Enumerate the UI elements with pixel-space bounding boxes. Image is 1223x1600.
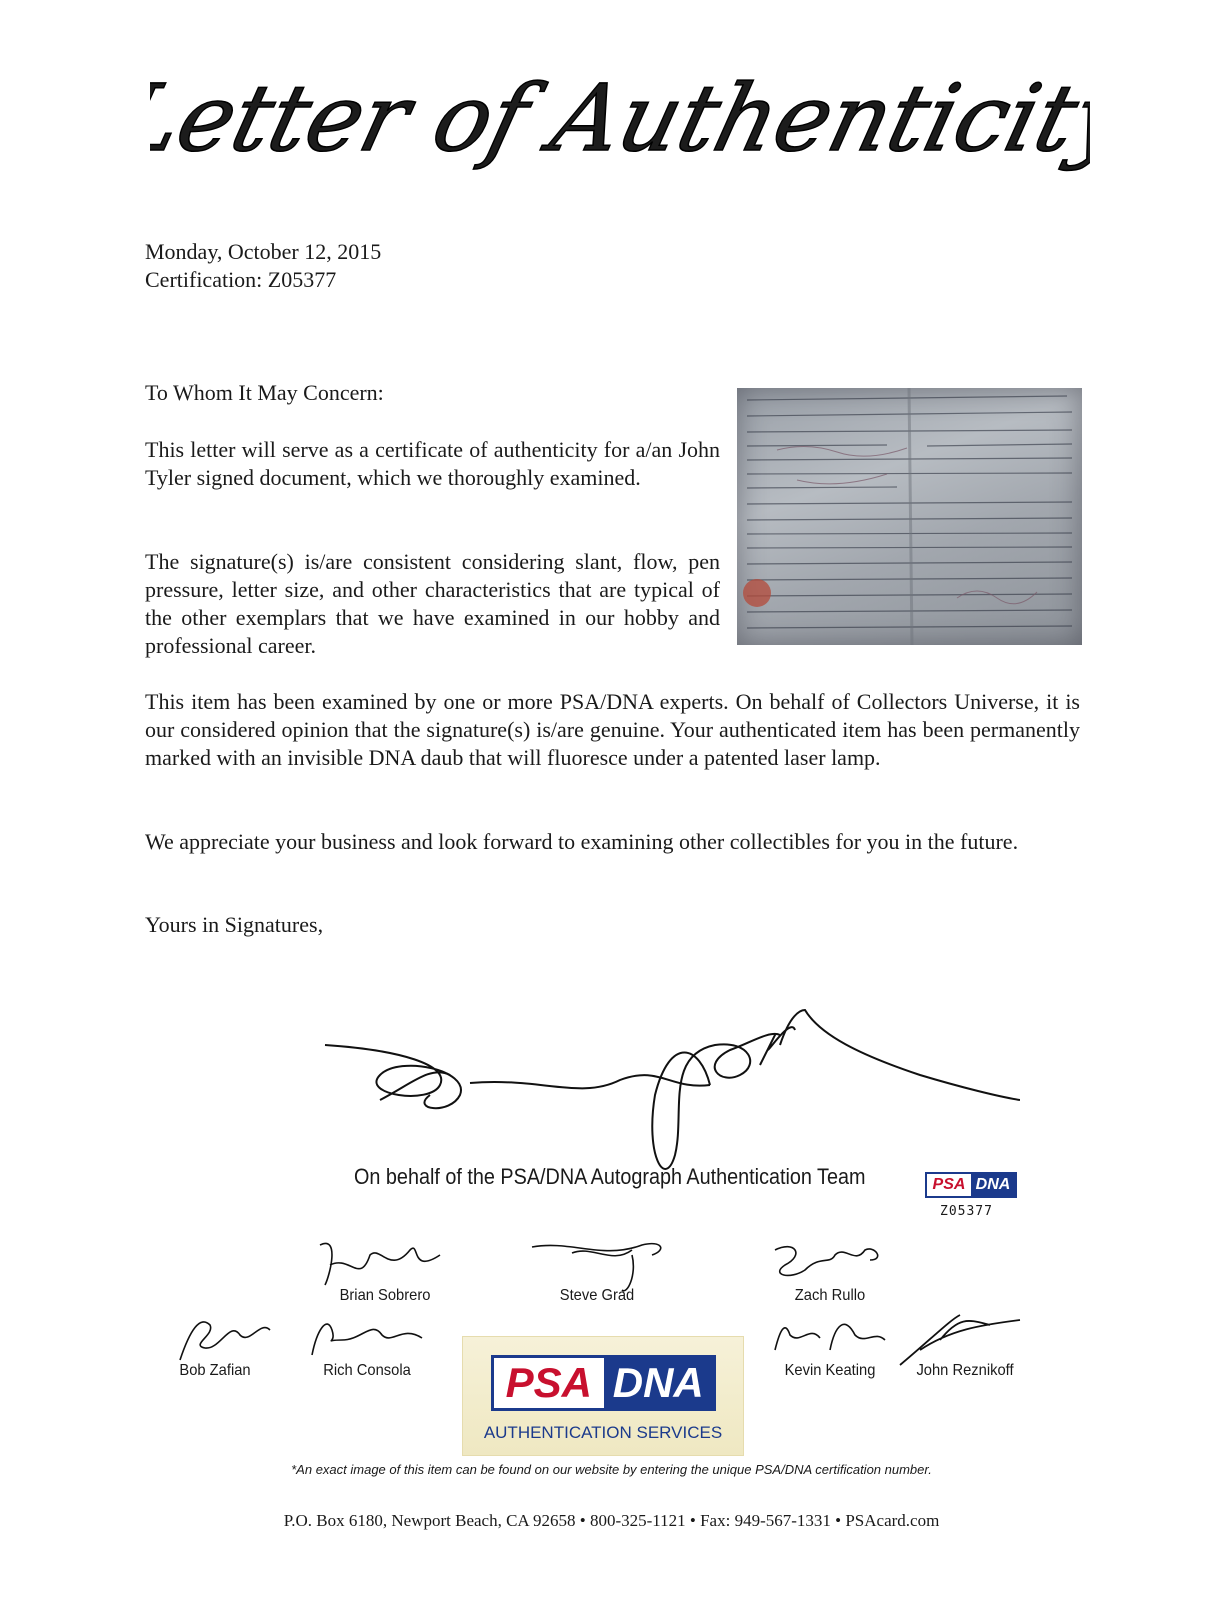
psa-dna-emblem: [462, 1336, 744, 1456]
signer-name: Zach Rullo: [794, 1287, 866, 1304]
disclaimer: *An exact image of this item can be found on our website by entering the unique PSA/DNA certification number.: [291, 1462, 932, 1477]
small-cert-number: Z05377: [940, 1204, 993, 1219]
signer-steve-grad: [512, 1235, 682, 1315]
small-logo-dna: DNA: [971, 1174, 1015, 1196]
footer-address: P.O. Box 6180, Newport Beach, CA 92658 • 800-325-1121 • Fax: 949-567-1331 • PSAcard.com: [283, 1511, 940, 1530]
letter-date: Monday, October 12, 2015: [145, 239, 382, 264]
letter-title: [150, 50, 1090, 200]
signer-name: Steve Grad: [559, 1287, 635, 1304]
paragraph-expert-opinion: This item has been examined by one or more PSA/DNA experts. On behalf of Collectors Universe, it is our considered opinion that the signature(s) is/are genuine. Your authenticated item has been permanently marked with an invisible DNA daub that will fluoresce under a patented laser lamp.: [145, 689, 1080, 770]
psa-dna-small-logo: [925, 1172, 1017, 1198]
paragraph-signature-analysis: The signature(s) is/are consistent considering slant, flow, pen pressure, letter size, and other characteristics that are typical of the other exemplars that we have examined in our hobby and professional career.: [145, 549, 720, 658]
signer-john-reznikoff: [880, 1310, 1050, 1390]
paragraph-certificate: This letter will serve as a certificate of authenticity for a/an John Tyler signed document, which we thoroughly examined.: [145, 437, 720, 490]
signer-bob-zafian: [130, 1310, 300, 1390]
signer-rich-consola: [282, 1310, 452, 1390]
psa-dna-logo: [491, 1355, 716, 1411]
team-line: On behalf of the PSA/DNA Autograph Authentication Team: [354, 1164, 866, 1189]
signer-name: John Reznikoff: [916, 1362, 1014, 1379]
authentication-services: AUTHENTICATION SERVICES: [483, 1423, 723, 1442]
logo-psa: PSA: [494, 1358, 604, 1408]
signer-zach-rullo: [745, 1235, 915, 1315]
handwritten-signature: [320, 1005, 1020, 1185]
small-logo-psa: PSA: [927, 1174, 971, 1196]
date-block: [145, 238, 381, 294]
certification-number: Certification: Z05377: [145, 267, 337, 292]
signer-name: Kevin Keating: [784, 1362, 876, 1379]
document-photo: [737, 388, 1082, 645]
closing: Yours in Signatures,: [145, 912, 324, 937]
salutation: To Whom It May Concern:: [145, 380, 384, 405]
signer-name: Bob Zafian: [179, 1362, 251, 1379]
svg-text:Letter of Authenticity: Letter of Authenticity: [150, 65, 1090, 173]
paragraph-appreciation: We appreciate your business and look forward to examining other collectibles for you in the future.: [145, 829, 1019, 854]
signer-name: Brian Sobrero: [339, 1287, 431, 1304]
logo-dna: DNA: [604, 1358, 714, 1408]
signer-brian-sobrero: [300, 1235, 470, 1315]
signer-name: Rich Consola: [323, 1362, 411, 1379]
